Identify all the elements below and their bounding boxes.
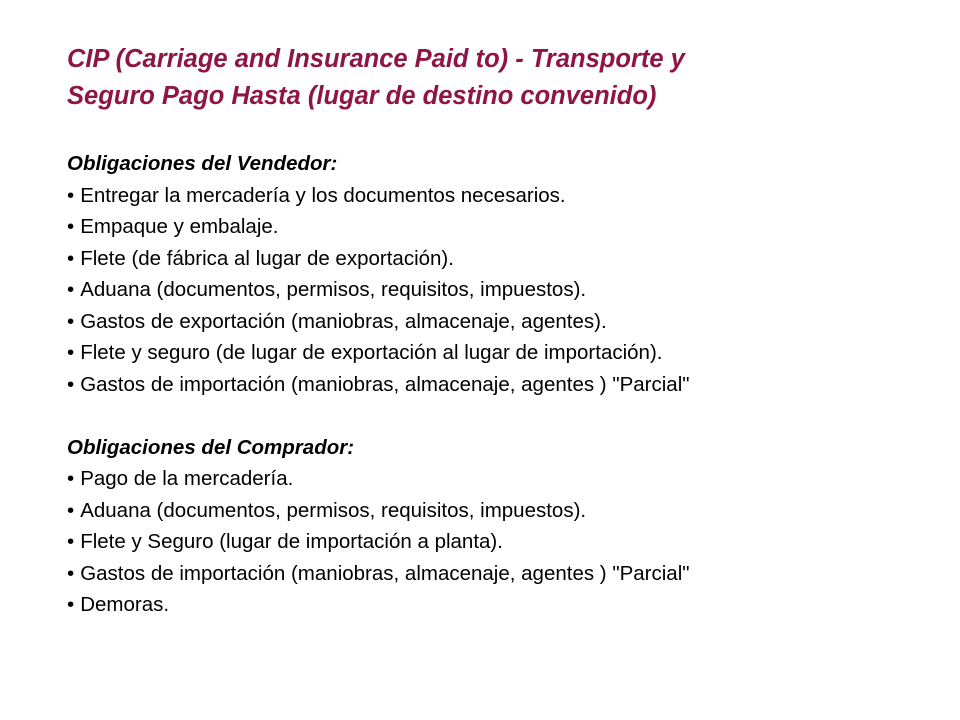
list-item (67, 337, 947, 369)
bullet-glyph: • (67, 278, 75, 301)
buyer-list (67, 463, 947, 621)
list-item (67, 306, 947, 338)
list-item-text: Entregar la mercadería y los documentos necesarios. (80, 183, 566, 207)
title-line-2: Seguro Pago Hasta (lugar de destino convenido) (67, 82, 657, 110)
list-item (67, 526, 947, 558)
bullet-glyph: • (67, 215, 75, 238)
title-line-1: CIP (Carriage and Insurance Paid to) - Transporte y (67, 45, 685, 73)
list-item-text: Gastos de exportación (maniobras, almacenaje, agentes). (80, 309, 607, 333)
list-item-text: Flete y seguro (de lugar de exportación al lugar de importación). (80, 341, 663, 364)
slide-title (67, 41, 927, 115)
list-item-text: Aduana (documentos, permisos, requisitos, impuestos). (80, 498, 587, 522)
list-item (67, 463, 947, 495)
list-item (67, 243, 947, 275)
list-item (67, 558, 947, 590)
bullet-glyph: • (67, 498, 75, 522)
bullet-glyph: • (67, 561, 75, 585)
list-item-text: Aduana (documentos, permisos, requisitos, impuestos). (80, 278, 587, 301)
bullet-glyph: • (67, 467, 75, 490)
list-item (67, 211, 947, 243)
bullet-glyph: • (67, 341, 75, 364)
list-item-text: Gastos de importación (maniobras, almacenaje, agentes ) "Parcial" (80, 372, 690, 396)
bullet-glyph: • (67, 593, 75, 616)
list-item (67, 274, 947, 306)
bullet-glyph: • (67, 183, 75, 207)
list-item (67, 495, 947, 527)
list-item (67, 369, 947, 401)
bullet-glyph: • (67, 246, 75, 270)
list-item (67, 589, 947, 621)
list-item-text: Flete y Seguro (lugar de importación a planta). (80, 530, 503, 553)
seller-list (67, 180, 947, 401)
section-spacer (67, 400, 947, 432)
bullet-glyph: • (67, 530, 75, 553)
seller-heading: Obligaciones del Vendedor: (67, 152, 338, 175)
buyer-heading: Obligaciones del Comprador: (67, 435, 355, 459)
slide-body (67, 148, 947, 621)
list-item-text: Demoras. (80, 593, 170, 616)
bullet-glyph: • (67, 372, 75, 396)
list-item-text: Empaque y embalaje. (80, 215, 279, 238)
list-item (67, 180, 947, 212)
list-item-text: Flete (de fábrica al lugar de exportación). (80, 246, 454, 270)
list-item-text: Gastos de importación (maniobras, almacenaje, agentes ) "Parcial" (80, 561, 690, 585)
bullet-glyph: • (67, 309, 75, 333)
list-item-text: Pago de la mercadería. (80, 467, 294, 490)
